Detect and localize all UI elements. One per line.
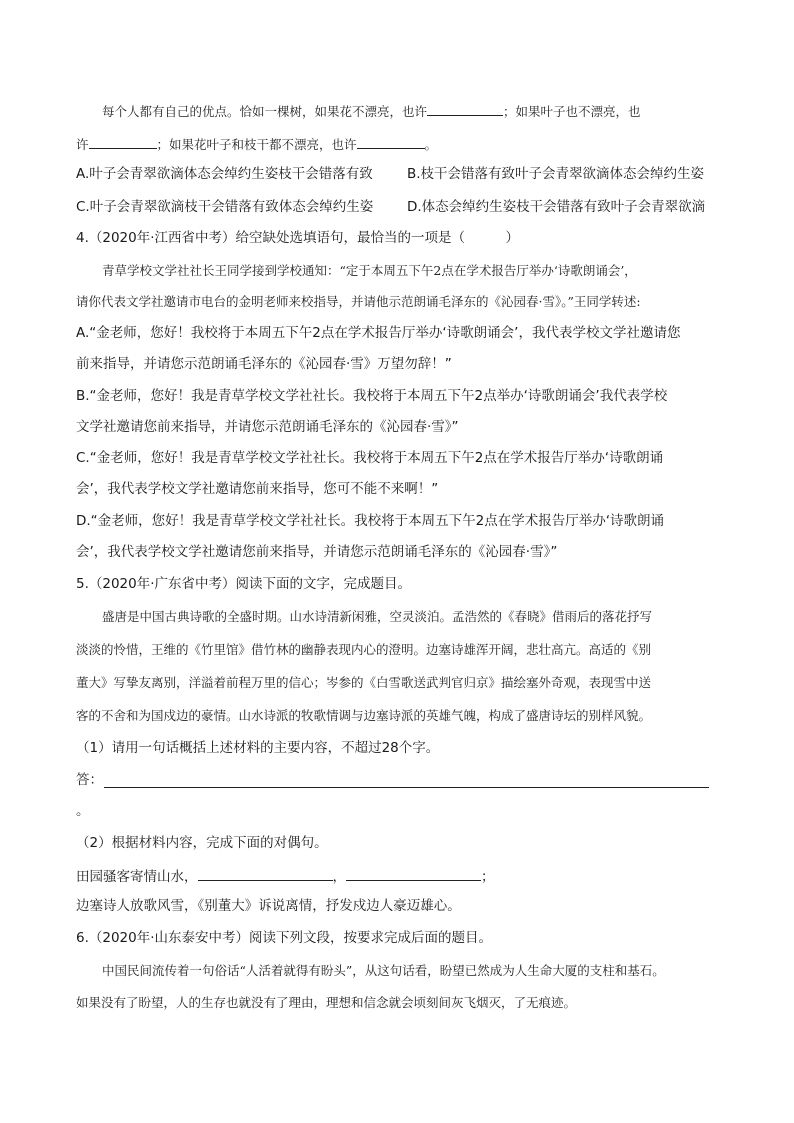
q4-option-d-line-1[interactable]: D.“金老师，您好！我是青草学校文学社社长。我校将于本周五下午2点在学术报告厅举办‘诗歌朗诵 xyxy=(76,513,665,529)
q5-answer-line[interactable] xyxy=(104,786,709,788)
q5-couplet-blank-1[interactable] xyxy=(198,865,333,881)
q5-passage-line-1: 盛唐是中国古典诗歌的全盛时期。山水诗清新闲雅，空灵淡泊。孟浩然的《春晓》借雨后的落花抒写 xyxy=(102,609,653,624)
q3-option-b[interactable]: B.枝干会错落有致叶子会青翠欲滴体态会绰约生姿 xyxy=(407,166,705,182)
q6-passage-line-1: 中国民间流传着一句俗话“人活着就得有盼头”，从这句话看，盼望已然成为人生命大厦的支柱和基石。 xyxy=(102,963,665,978)
q5-title: 5.（2020年·广东省中考）阅读下面的文字，完成题目。 xyxy=(76,576,412,592)
q6-passage-line-2: 如果没有了盼望，人的生存也就没有了理由，理想和信念就会顷刻间灰飞烟灭，了无痕迹。 xyxy=(76,995,577,1010)
q5-couplet-line-2: 边塞诗人放歌风雪，《别董大》诉说离情，抒发戍边人豪迈雄心。 xyxy=(76,898,461,914)
q5-couplet-separator: ， xyxy=(332,869,346,885)
q3-passage-text: ；如果花叶子和枝干都不漂亮，也许 xyxy=(156,137,357,152)
q4-option-a-line-2[interactable]: 前来指导，并请您示范朗诵毛泽东的《沁园春·雪》万望勿辞！” xyxy=(76,356,452,372)
q4-passage-line-2: 请你代表文学社邀请市电台的金明老师来校指导，并请他示范朗诵毛泽东的《沁园春·雪》。”王同学转述: xyxy=(76,294,641,309)
q4-passage-line-1: 青草学校文学社社长王同学接到学校通知：“定于本周五下午2点在学术报告厅举办‘诗歌朗诵会’， xyxy=(102,263,637,278)
q5-couplet-blank-2[interactable] xyxy=(346,865,481,881)
q5-passage-line-4: 客的不舍和为国戍边的豪情。山水诗派的牧歌情调与边塞诗派的英雄气魄，构成了盛唐诗坛的别样风貌。 xyxy=(76,708,652,723)
q5-couplet-text: 田园骚客寄情山水， xyxy=(76,869,198,885)
q3-passage-line-2 xyxy=(76,133,437,155)
q5-answer-end: 。 xyxy=(76,803,90,819)
q4-option-b-line-1[interactable]: B.“金老师，您好！我是青草学校文学社社长。我校将于本周五下午2点举办‘诗歌朗诵会’我代表学校 xyxy=(76,388,668,404)
q3-passage-text: 许 xyxy=(76,137,89,152)
q3-option-c[interactable]: C.叶子会青翠欲滴枝干会错落有致体态会绰约生姿 xyxy=(76,199,374,215)
q3-passage-text: 每个人都有自己的优点。恰如一棵树，如果花不漂亮，也许 xyxy=(102,104,428,119)
q5-couplet-end: ； xyxy=(481,869,495,885)
q4-option-c-line-2[interactable]: 会’，我代表学校文学社邀请您前来指导，您可不能不来啊！” xyxy=(76,481,439,497)
q5-subquestion-1: （1）请用一句话概括上述材料的主要内容，不超过28个字。 xyxy=(76,740,440,756)
q5-answer-label: 答： xyxy=(76,772,103,788)
q5-passage-line-3: 董大》写挚友离别，洋溢着前程万里的信心；岑参的《白雪歌送武判官归京》描绘塞外奇观，表现雪中送 xyxy=(76,675,652,690)
q5-couplet-line-1 xyxy=(76,865,495,887)
q5-passage-line-2: 淡淡的怜惜，王维的《竹里馆》借竹林的幽静表现内心的澄明。边塞诗雄浑开阔，悲壮高亢。高适的《别 xyxy=(76,642,652,657)
q3-option-d[interactable]: D.体态会绰约生姿枝干会错落有致叶子会青翠欲滴 xyxy=(407,199,706,215)
q4-title: 4.（2020年·江西省中考）给空缺处选填语句，最恰当的一项是（ ） xyxy=(76,230,520,246)
q4-option-a-line-1[interactable]: A.“金老师，您好！我校将于本周五下午2点在学术报告厅举办‘诗歌朗诵会’，我代表学校文学社邀请您 xyxy=(76,325,681,341)
q4-option-c-line-1[interactable]: C.“金老师，您好！我是青草学校文学社社长。我校将于本周五下午2点在学术报告厅举办‘诗歌朗诵 xyxy=(76,450,664,466)
q5-subquestion-2: （2）根据材料内容，完成下面的对偶句。 xyxy=(76,835,328,851)
q3-blank-2[interactable] xyxy=(89,133,157,149)
q4-option-b-line-2[interactable]: 文学社邀请您前来指导，并请您示范朗诵毛泽东的《沁园春·雪》” xyxy=(76,419,459,435)
q3-passage-text: ；如果叶子也不漂亮，也 xyxy=(503,104,641,119)
q3-passage-text: 。 xyxy=(424,137,438,152)
q3-blank-3[interactable] xyxy=(357,133,425,149)
q3-passage-line-1 xyxy=(102,100,641,122)
q6-title: 6.（2020年·山东泰安中考）阅读下列文段，按要求完成后面的题目。 xyxy=(76,930,493,946)
q4-option-d-line-2[interactable]: 会’，我代表学校文学社邀请您前来指导，并请您示范朗诵毛泽东的《沁园春·雪》” xyxy=(76,544,558,560)
q3-blank-1[interactable] xyxy=(427,100,503,116)
q3-option-a[interactable]: A.叶子会青翠欲滴体态会绰约生姿枝干会错落有致 xyxy=(76,166,373,182)
